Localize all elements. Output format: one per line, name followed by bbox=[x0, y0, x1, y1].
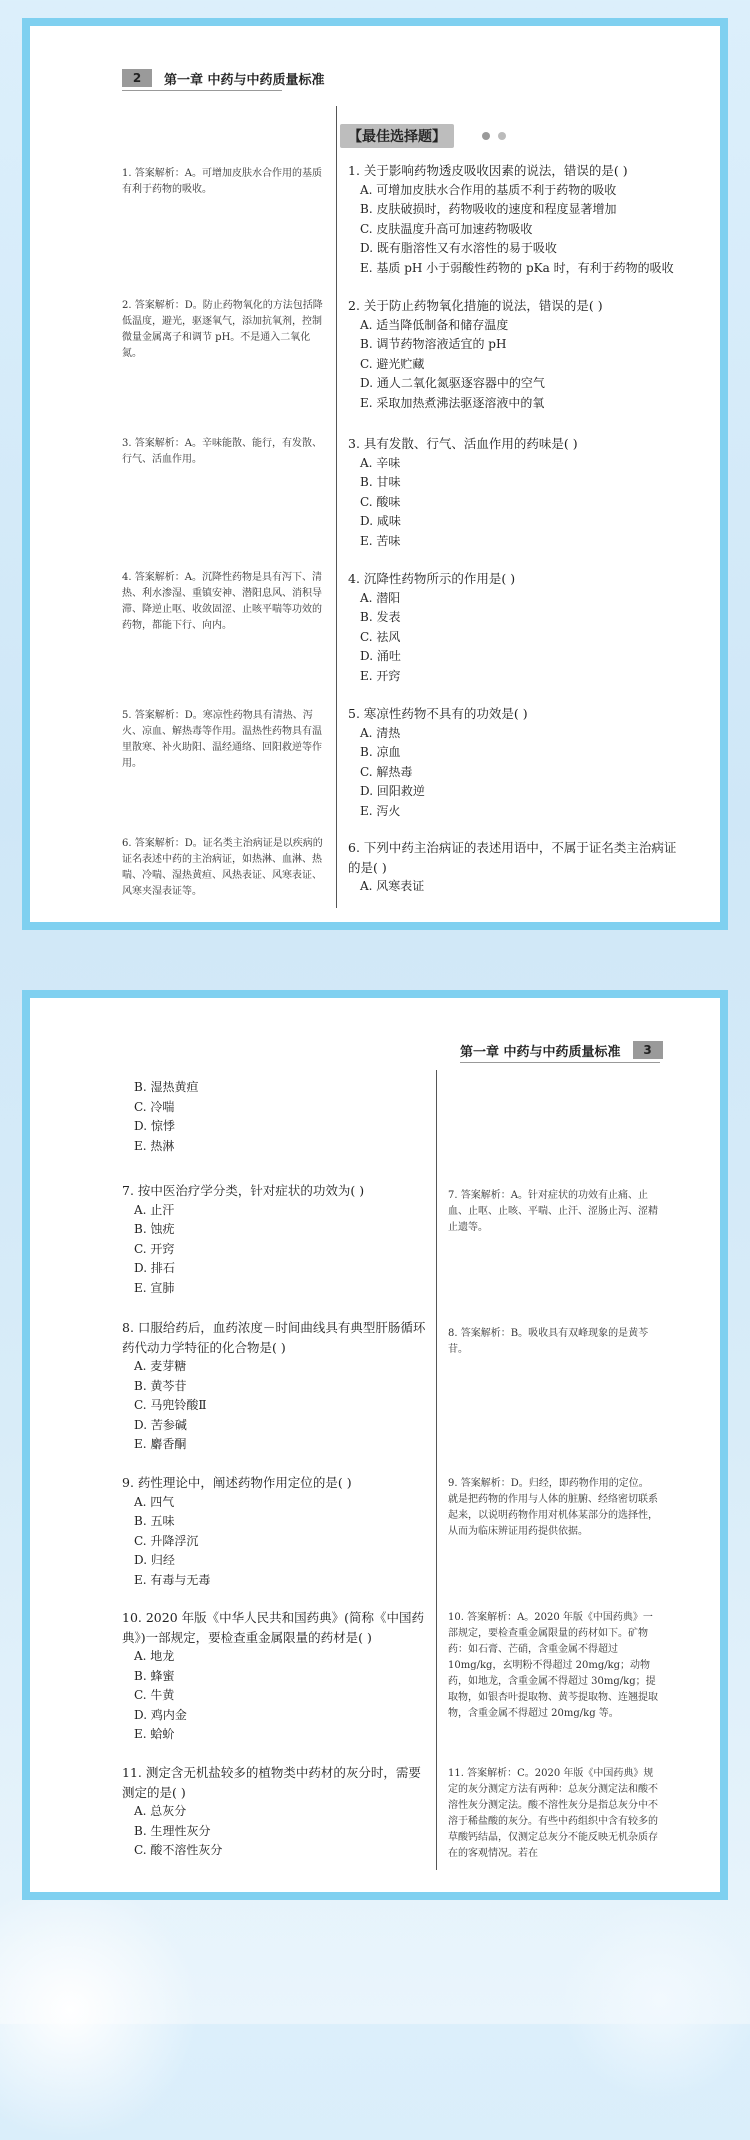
question-option: A. 地龙 bbox=[134, 1649, 175, 1663]
question-option: E. 苦味 bbox=[360, 533, 401, 548]
question-option: B. 甘味 bbox=[360, 475, 401, 489]
question bbox=[348, 161, 678, 278]
answer-explanation: 3. 答案解析：A。辛味能散、能行，有发散、行气、活血作用。 bbox=[122, 438, 322, 465]
question-option: A. 总灰分 bbox=[134, 1804, 187, 1818]
question-option: B. 皮肤破损时，药物吸收的速度和程度显著增加 bbox=[360, 202, 617, 216]
question bbox=[348, 434, 678, 551]
question-option: C. 解热毒 bbox=[360, 764, 413, 779]
question bbox=[348, 704, 678, 821]
question-option: C. 避光贮藏 bbox=[360, 356, 425, 371]
question-option: E. 蛤蚧 bbox=[134, 1727, 175, 1741]
question-stem: 1. 关于影响药物透皮吸收因素的说法，错误的是( ) bbox=[348, 163, 628, 178]
question-option: C. 牛黄 bbox=[134, 1688, 175, 1702]
question-option: C. 升降浮沉 bbox=[134, 1533, 199, 1548]
question-stem: 4. 沉降性药物所示的作用是( ) bbox=[348, 571, 516, 586]
question-stem: 8. 口服给药后，血药浓度－时间曲线具有典型肝肠循环药代动力学特征的化合物是( ) bbox=[122, 1320, 426, 1355]
question-option: D. 苦参碱 bbox=[134, 1417, 187, 1432]
question-option: A. 清热 bbox=[360, 725, 401, 740]
question-stem: 3. 具有发散、行气、活血作用的药味是( ) bbox=[348, 436, 578, 451]
question-option: C. 冷喘 bbox=[134, 1099, 175, 1114]
question-option: A. 适当降低制备和储存温度 bbox=[360, 317, 509, 332]
question-option: C. 酸不溶性灰分 bbox=[134, 1843, 223, 1857]
question-stem: 9. 药性理论中，阐述药物作用定位的是( ) bbox=[122, 1475, 352, 1490]
question-option: E. 基质 pH 小于弱酸性药物的 pKa 时，有利于药物的吸收 bbox=[360, 260, 674, 275]
background-bubble bbox=[0, 1880, 200, 2140]
header-rule bbox=[122, 90, 282, 91]
answer-explanation: 10. 答案解析：A。2020 年版《中国药典》一部规定，要检查重金属限量的药材如下。矿物药：如石膏、芒硝，含重金属不得超过 10mg/kg，玄明粉不得超过 20mg/kg；动物药，如地龙，含重金属不得超过 30mg/kg；提取物，如银杏叶提取物、黄芩提取物、连翘提取物，含重金属不得超过 20mg/kg 等。 bbox=[448, 1612, 658, 1719]
question-option: D. 咸味 bbox=[360, 514, 401, 528]
question-option: D. 归经 bbox=[134, 1553, 175, 1567]
answer-explanation: 2. 答案解析：D。防止药物氧化的方法包括降低温度，避光，驱逐氧气，添加抗氧剂，控制微量金属离子和调节 pH。不是通入二氧化氮。 bbox=[122, 300, 323, 359]
answer-explanation: 4. 答案解析：A。沉降性药物是具有泻下、清热、利水渗湿、重镇安神、潜阳息风、消积导滞、降逆止呕、收敛固涩、止咳平喘等功效的药物，都能下行、向内。 bbox=[122, 572, 322, 631]
question-option: E. 采取加热煮沸法驱逐溶液中的氧 bbox=[360, 395, 545, 410]
book-page-3 bbox=[22, 990, 728, 1900]
question-option: E. 宣肺 bbox=[134, 1280, 175, 1295]
question-option: A. 四气 bbox=[134, 1494, 175, 1509]
question-option: B. 蜂蜜 bbox=[134, 1668, 175, 1683]
question-option: A. 风寒表证 bbox=[360, 879, 425, 893]
page-header bbox=[122, 66, 325, 90]
question-option: E. 热淋 bbox=[134, 1138, 175, 1153]
question-option: B. 五味 bbox=[134, 1514, 175, 1528]
question bbox=[122, 1318, 427, 1455]
question-stem: 5. 寒凉性药物不具有的功效是( ) bbox=[348, 706, 528, 721]
banner-dot bbox=[482, 132, 490, 140]
question-option: C. 酸味 bbox=[360, 494, 401, 509]
answer-explanation: 1. 答案解析：A。可增加皮肤水合作用的基质有利于药物的吸收。 bbox=[122, 168, 322, 195]
question-option: A. 麦芽糖 bbox=[134, 1359, 187, 1373]
question bbox=[348, 569, 678, 686]
question-stem: 6. 下列中药主治病证的表述用语中，不属于证名类主治病证的是( ) bbox=[348, 840, 677, 875]
question bbox=[122, 1608, 427, 1745]
banner-dot bbox=[498, 132, 506, 140]
chapter-title: 第一章 中药与中药质量标准 bbox=[164, 72, 325, 88]
question-option: E. 有毒与无毒 bbox=[134, 1572, 211, 1587]
question-option: D. 惊悸 bbox=[134, 1119, 175, 1133]
question-option: B. 湿热黄疸 bbox=[134, 1080, 199, 1094]
question-option: D. 排石 bbox=[134, 1261, 175, 1275]
question-option: B. 生理性灰分 bbox=[134, 1823, 211, 1838]
question-stem: 10. 2020 年版《中华人民共和国药典》(简称《中国药典》)一部规定，要检查重金属限量的药材是( ) bbox=[122, 1610, 425, 1645]
question-option: B. 调节药物溶液适宜的 pH bbox=[360, 337, 507, 351]
question-option: E. 泻火 bbox=[360, 803, 401, 818]
question-option: A. 潜阳 bbox=[360, 590, 401, 605]
question-option: A. 辛味 bbox=[360, 455, 401, 470]
question bbox=[122, 1181, 427, 1298]
question-stem: 7. 按中医治疗学分类，针对症状的功效为( ) bbox=[122, 1183, 365, 1198]
question-stem: 2. 关于防止药物氧化措施的说法，错误的是( ) bbox=[348, 298, 603, 313]
question-option: D. 既有脂溶性又有水溶性的易于吸收 bbox=[360, 241, 557, 255]
answer-explanation: 5. 答案解析：D。寒凉性药物具有清热、泻火、凉血、解热毒等作用。温热性药物具有温里散寒、补火助阳、温经通络、回阳救逆等作用。 bbox=[122, 710, 322, 769]
question bbox=[348, 296, 678, 413]
question-option: D. 鸡内金 bbox=[134, 1707, 187, 1722]
page-number: 2 bbox=[122, 69, 152, 87]
answer-explanation: 8. 答案解析：B。吸收具有双峰现象的是黄芩苷。 bbox=[448, 1328, 649, 1355]
question-option: C. 开窍 bbox=[134, 1241, 175, 1256]
question-option: D. 通人二氧化氮驱逐容器中的空气 bbox=[360, 376, 545, 390]
question-option: A. 可增加皮肤水合作用的基质不利于药物的吸收 bbox=[360, 182, 617, 197]
question-option: A. 止汗 bbox=[134, 1202, 175, 1217]
question-option: D. 涌吐 bbox=[360, 649, 401, 663]
question bbox=[122, 1763, 427, 1861]
question-option: B. 凉血 bbox=[360, 745, 401, 759]
page-header bbox=[460, 1038, 663, 1062]
question-option: B. 蚀疣 bbox=[134, 1222, 175, 1236]
column-divider bbox=[336, 106, 337, 908]
chapter-title: 第一章 中药与中药质量标准 bbox=[460, 1044, 621, 1060]
page-number: 3 bbox=[633, 1041, 663, 1059]
question-option: C. 皮肤温度升高可加速药物吸收 bbox=[360, 221, 533, 236]
section-banner: 【最佳选择题】 bbox=[340, 124, 454, 148]
answer-explanation: 7. 答案解析：A。针对症状的功效有止痛、止血、止呕、止咳、平喘、止汗、涩肠止泻、涩精止遗等。 bbox=[448, 1190, 658, 1233]
column-divider bbox=[436, 1070, 437, 1870]
header-rule bbox=[460, 1062, 660, 1063]
question-option: B. 发表 bbox=[360, 610, 401, 624]
question-option: B. 黄芩苷 bbox=[134, 1378, 187, 1393]
question-option: E. 麝香酮 bbox=[134, 1437, 187, 1451]
question-continued bbox=[122, 1078, 427, 1156]
question-stem: 11. 测定含无机盐较多的植物类中药材的灰分时，需要测定的是( ) bbox=[122, 1765, 421, 1800]
question bbox=[348, 838, 678, 897]
answer-explanation: 6. 答案解析：D。证名类主治病证是以疾病的证名表述中药的主治病证，如热淋、血淋、热喘、冷喘、湿热黄疸、风热表证、风寒表证、风寒夹湿表证等。 bbox=[122, 838, 323, 897]
question-option: C. 祛风 bbox=[360, 629, 401, 644]
answer-explanation: 11. 答案解析：C。2020 年版《中国药典》规定的灰分测定方法有两种：总灰分测定法和酸不溶性灰分测定法。酸不溶性灰分是指总灰分中不溶于稀盐酸的灰分。有些中药组织中含有较多的草酸钙结晶，仅测定总灰分不能反映无机杂质存在的客观情况。若在 bbox=[448, 1768, 658, 1859]
question-option: E. 开窍 bbox=[360, 668, 401, 683]
background-bubble bbox=[560, 1900, 750, 2100]
question-option: C. 马兜铃酸Ⅱ bbox=[134, 1398, 207, 1412]
answer-explanation: 9. 答案解析：D。归经，即药物作用的定位。就是把药物的作用与人体的脏腑、经络密切联系起来，以说明药物作用对机体某部分的选择性，从而为临床辨证用药提供依据。 bbox=[448, 1478, 658, 1537]
question-option: D. 回阳救逆 bbox=[360, 784, 425, 798]
question bbox=[122, 1473, 427, 1590]
book-page-2 bbox=[22, 18, 728, 930]
